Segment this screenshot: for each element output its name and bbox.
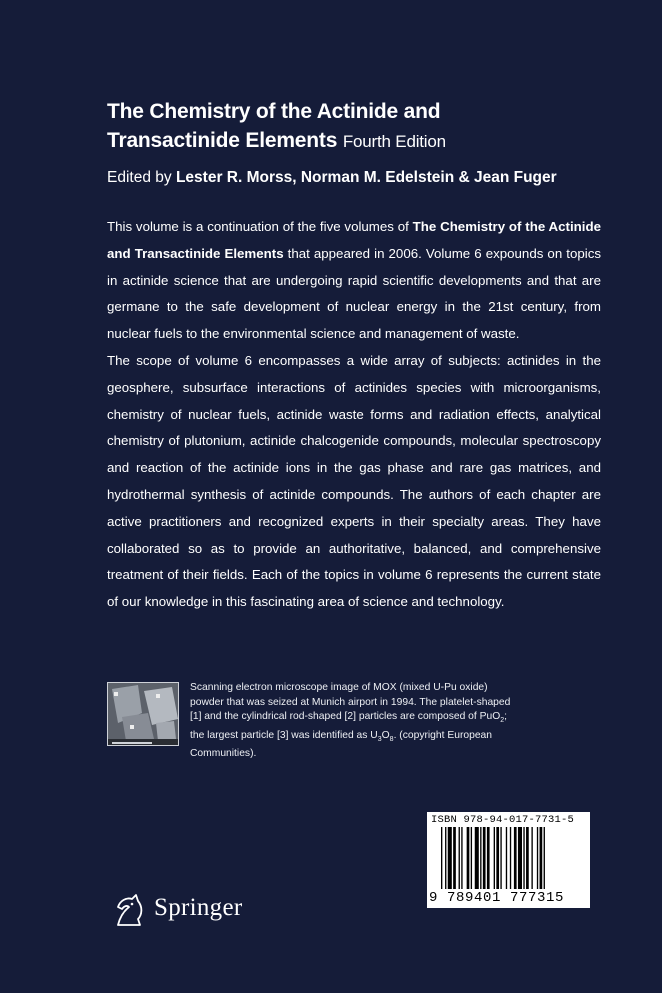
barcode-bar: [506, 827, 507, 889]
book-title: [107, 97, 607, 156]
barcode-bar: [514, 827, 517, 889]
barcode-bars: [441, 827, 581, 889]
barcode-bar: [518, 827, 522, 889]
barcode-bar: [483, 827, 486, 889]
sem-image: [108, 683, 179, 746]
sem-image-thumbnail: [107, 682, 179, 746]
paragraph-1-book-title: The Chemistry of the Actinide and Transactinide Elements: [107, 219, 601, 261]
edition-label: Fourth Edition: [342, 132, 446, 151]
barcode-bar: [445, 827, 446, 889]
isbn-barcode: [427, 812, 590, 908]
editor-names: Lester R. Morss, Norman M. Edelstein & Jean Fuger: [175, 169, 557, 186]
description: [107, 214, 601, 616]
barcode-bar: [537, 827, 538, 889]
barcode-bar: [496, 827, 499, 889]
isbn-label: ISBN 978-94-017-7731-5: [431, 814, 575, 826]
barcode-bar: [471, 827, 472, 889]
barcode-bar: [544, 827, 545, 889]
barcode-number: 9 789401 777315: [429, 890, 565, 906]
barcode-bar: [510, 827, 511, 889]
edited-by-label: Edited by: [107, 169, 172, 186]
publisher-name: Springer: [154, 894, 243, 921]
caption-text-d: . (copyright European Communities).: [190, 729, 493, 760]
caption-sub-1: 2: [500, 717, 505, 725]
barcode-bar: [475, 827, 479, 889]
caption-text-c: O: [381, 729, 390, 741]
barcode-bar: [531, 827, 532, 889]
barcode-bar: [523, 827, 524, 889]
barcode-bar: [500, 827, 501, 889]
title-line-1: The Chemistry of the Actinide and: [107, 100, 441, 123]
barcode-bar: [459, 827, 460, 889]
barcode-bar: [448, 827, 452, 889]
barcode-bar: [461, 827, 462, 889]
barcode-bar: [540, 827, 543, 889]
editors-line: [107, 168, 627, 188]
barcode-bar: [494, 827, 495, 889]
springer-logo: [110, 889, 270, 931]
barcode-bar: [526, 827, 529, 889]
barcode-bar: [441, 827, 442, 889]
barcode-bar: [480, 827, 481, 889]
caption-text-a: Scanning electron microscope image of MOX (mixed U-Pu oxide) powder that was seized at Munich airport in 1994. The platelet-shaped [1] and the cylindrical rod-shaped [2] particles are composed of PuO: [190, 682, 511, 722]
caption-sub-2: 3: [377, 735, 382, 743]
description-paragraph-1: [107, 214, 601, 348]
springer-knight-icon: [110, 889, 150, 929]
barcode-bar: [487, 827, 490, 889]
description-paragraph-2: The scope of volume 6 encompasses a wide array of subjects: actinides in the geosphere, subsurface interactions of actinides species with microorganisms, chemistry of nuclear fuels, actinide waste forms and radiation effects, analytical chemistry of plutonium, actinide chalcogenide compounds, molecular spectroscopy and reaction of the actinide ions in the gas phase and rare gas matrices, and hydrothermal synthesis of actinide compounds. The authors of each chapter are active practitioners and recognized experts in their specialty areas. They have collaborated so as to provide an authoritative, balanced, and comprehensive treatment of their fields. Each of the topics in volume 6 represents the current state of our knowledge in this fascinating area of science and technology.: [107, 352, 601, 610]
paragraph-1-text-a: This volume is a continuation of the five volumes of: [107, 219, 413, 234]
barcode-bar: [453, 827, 456, 889]
barcode-bar: [467, 827, 470, 889]
paragraph-1-text-b: that appeared in 2006. Volume 6 expounds on topics in actinide science that are undergoing rapid scientific developments and that are germane to the safe development of nuclear energy in the 21st century, from nuclear fuels to the environmental science and management of waste.: [107, 245, 601, 342]
caption-sub-3: 8: [389, 735, 394, 743]
title-line-2: Transactinide Elements: [107, 129, 338, 152]
caption-text-b: ; the largest particle [3] was identified as U: [190, 711, 508, 741]
figure-caption: [190, 681, 520, 762]
